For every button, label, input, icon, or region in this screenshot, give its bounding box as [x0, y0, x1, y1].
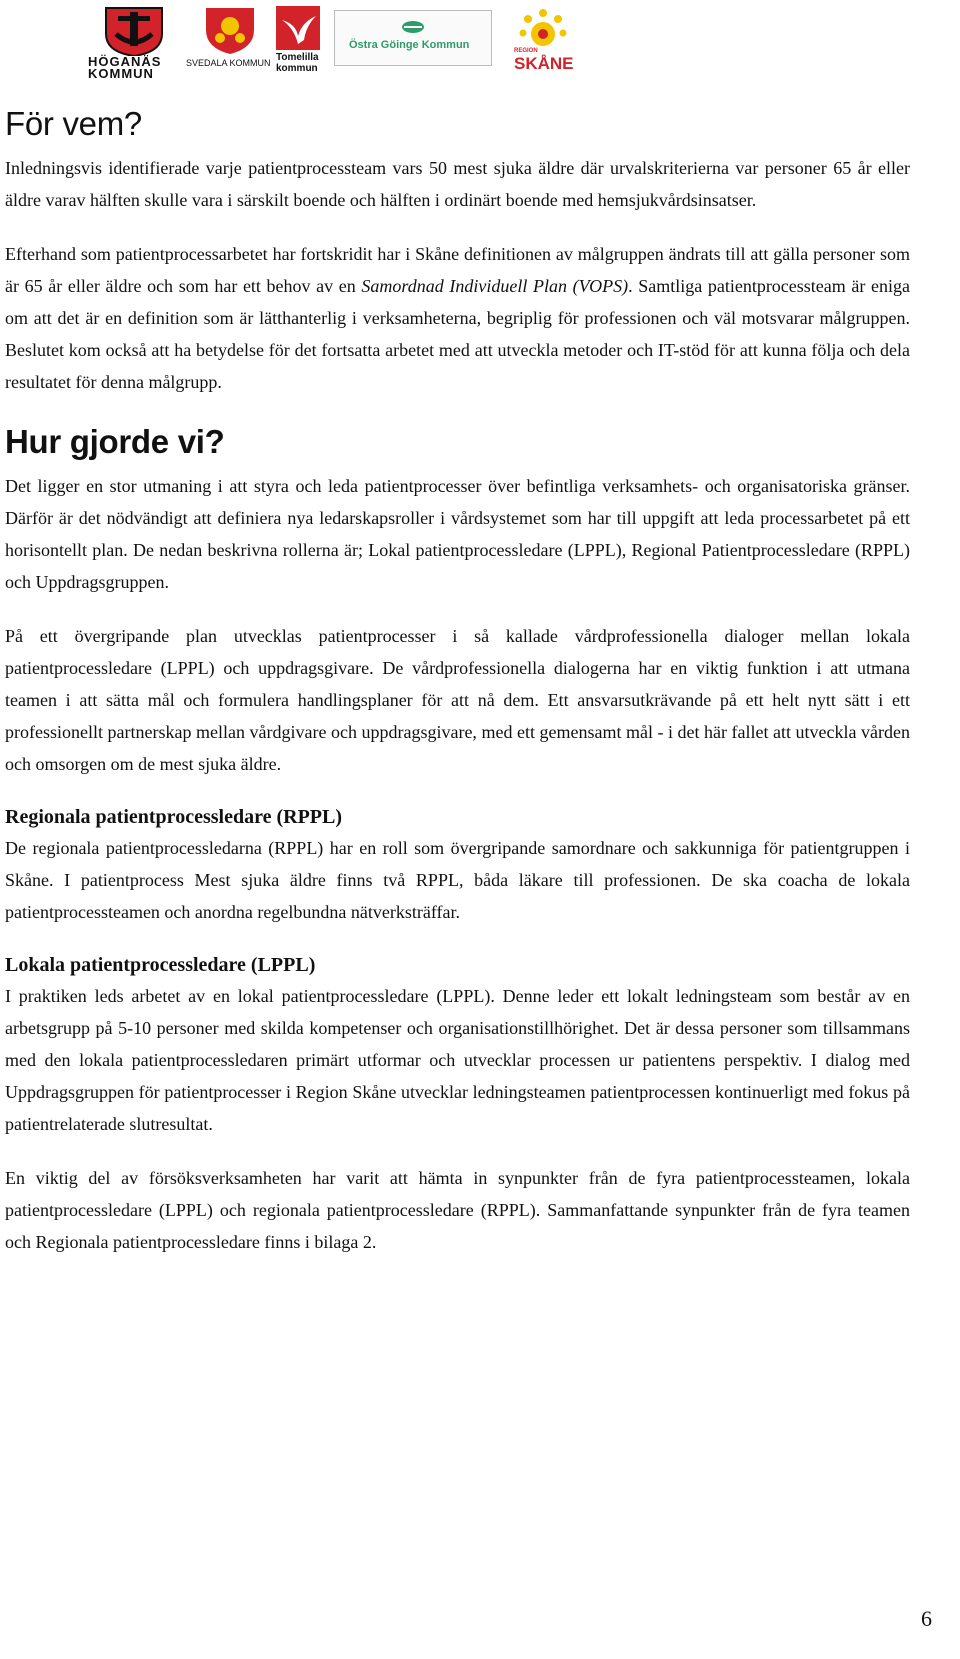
tomelilla-text-2: kommun [276, 63, 318, 74]
paragraph-text: . Samtliga patientprocessteam är eniga om att det är en definition som är lätthanterlig i verksamheterna, begriplig för professionen och väl motsvarar målgruppen. Beslutet kom också att ha betydelse för det fortsatta arbetet med att utveckla metoder och IT-stöd för att kunna följa och dela resultatet för denna målgrupp. [5, 276, 911, 392]
region-skane-sun-icon [518, 8, 568, 52]
paragraph-hur-gjorde-vi-2: På ett övergripande plan utvecklas patientprocesser i så kallade vårdprofessionella dialoger mellan lokala patientprocessledare (LPPL) och uppdragsgivare. De vårdprofessionella dialogerna har en viktig funktion i att utmana teamen i att sätta mål och formulera handlingsplaner för att nå dem. Ett ansvarsutkrävande på ett helt nytt sätt i ett professionellt partnerskap mellan vårdgivare och uppdragsgivare, med ett gemensamt mål - i det här fallet att utveckla vården och omsorgen om de mest sjuka äldre. [5, 626, 910, 774]
paragraph-hur-gjorde-vi-1: Det ligger en stor utmaning i att styra och leda patientprocesser över befintliga verksamhets- och organisatoriska gränser. Därför är det nödvändigt att definiera nya ledarskapsroller i vårdsystemet som har till uppgift att leda processarbetet på ett horisontellt plan. De nedan beskrivna rollerna är; Lokal patientprocessledare (LPPL), Regional Patientprocessledare (RPPL) och Uppdragsgruppen. [5, 476, 910, 592]
region-skane-text-2: SKÅNE [514, 54, 574, 73]
heading-rppl: Regionala patientprocessledare (RPPL) [5, 806, 343, 828]
heading-for-vem: För vem? [5, 105, 142, 142]
paragraph-rppl: De regionala patientprocessledarna (RPPL) har en roll som övergripande samordnare och sakkunniga för patientgruppen i Skåne. I patientprocess Mest sjuka äldre finns två RPPL, båda läkare till professionen. De ska coacha de lokala patientprocessteamen och anordna regelbundna nätverksträffar. [5, 838, 910, 922]
region-skane-text-1: REGION [514, 48, 538, 54]
tomelilla-logo [276, 6, 324, 78]
paragraph-lppl-2: En viktig del av försöksverksamheten har varit att hämta in synpunkter från de fyra patientprocessteamen, lokala patientprocessledare (LPPL) och regionala patientprocessledare (RPPL). Sammanfattande synpunkter från de fyra teamen och Regionala patientprocessledare finns i bilaga 2. [5, 1168, 910, 1252]
logo-bar [0, 0, 960, 84]
section-lppl [5, 950, 910, 1258]
ostra-goinge-leaf-icon [401, 19, 425, 35]
ostra-goinge-logo [334, 10, 492, 66]
heading-hur-gjorde-vi: Hur gjorde vi? [5, 423, 225, 460]
region-skane-logo [510, 6, 580, 76]
tomelilla-bird-icon [276, 6, 320, 50]
hoganas-crest-icon [84, 4, 184, 56]
paragraph-for-vem-1: Inledningsvis identifierade varje patientprocessteam vars 50 mest sjuka äldre där urvalskriterierna var personer 65 år eller äldre varav hälften skulle vara i särskilt boende och hälften i ordinärt boende med hemsjukvårdsinsatser. [5, 158, 910, 210]
document-body [5, 96, 910, 1258]
page-number: 6 [921, 1606, 932, 1631]
svedala-text: SVEDALA KOMMUN [186, 58, 271, 68]
tomelilla-text-1: Tomelilla [276, 52, 319, 63]
hoganas-logo [84, 4, 184, 81]
paragraph-lppl-1: I praktiken leds arbetet av en lokal patientprocessledare (LPPL). Denne leder ett lokalt ledningsteam som består av en arbetsgrupp på 5-10 personer med skilda kompetenser och organisationstillhörighet. Det är dessa personer som tillsammans med den lokala patientprocessledaren primärt utformar och utvecklar processen ur patientens perspektiv. I dialog med Uppdragsgruppen för patientprocesser i Region Skåne utvecklar ledningsteamen patientprocessen kontinuerligt med fokus på patientrelaterade slutresultat. [5, 986, 910, 1134]
hoganas-text-1: HÖGANÄS [88, 54, 162, 69]
heading-lppl: Lokala patientprocessledare (LPPL) [5, 954, 316, 976]
svedala-crest-icon [200, 6, 260, 56]
paragraph-for-vem-2 [5, 238, 910, 398]
ostra-goinge-text: Östra Göinge Kommun [349, 39, 470, 51]
section-rppl [5, 802, 910, 928]
section-hur-gjorde-vi [5, 414, 910, 780]
svedala-logo [186, 6, 271, 76]
paragraph-text: Efterhand som patientprocessarbetet har fortskridit har i Skåne definitionen av målgruppen ändrats till att gälla personer som är 65 år eller äldre och som har ett behov av en [5, 244, 910, 296]
section-for-vem [5, 96, 910, 398]
hoganas-text-2: KOMMUN [88, 66, 154, 81]
vops-term: Samordnad Individuell Plan (VOPS) [361, 276, 629, 296]
